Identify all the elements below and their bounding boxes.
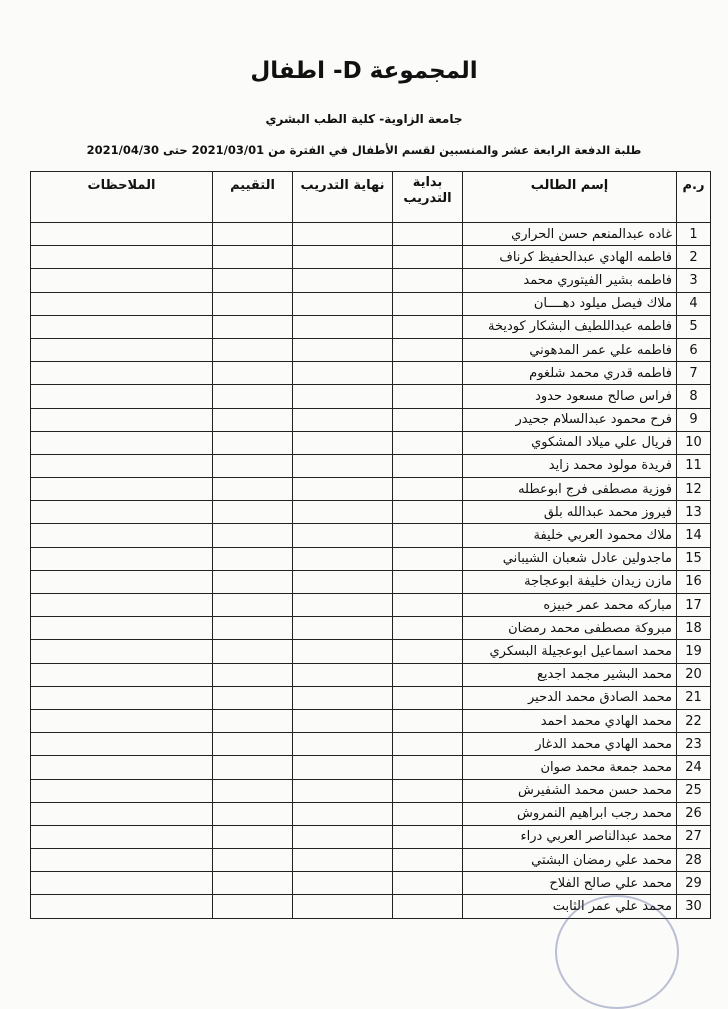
student-name: محمد الصادق محمد الدحير (463, 686, 677, 709)
table-row (31, 362, 711, 385)
grade-cell (213, 292, 293, 315)
training-end-cell (293, 223, 393, 246)
student-name: فاطمه عبداللطيف البشكار كوديخة (463, 315, 677, 338)
row-number: 21 (677, 686, 711, 709)
training-start-cell (393, 686, 463, 709)
table-row (31, 872, 711, 895)
student-name: محمد البشير مجمد اجديع (463, 663, 677, 686)
student-name: محمد جمعة محمد صوان (463, 756, 677, 779)
table-row (31, 501, 711, 524)
table-row (31, 570, 711, 593)
notes-cell (31, 594, 213, 617)
row-number: 10 (677, 431, 711, 454)
table-row (31, 547, 711, 570)
notes-cell (31, 454, 213, 477)
training-end-cell (293, 895, 393, 918)
notes-cell (31, 246, 213, 269)
row-number: 23 (677, 733, 711, 756)
grade-cell (213, 686, 293, 709)
notes-cell (31, 617, 213, 640)
grade-cell (213, 756, 293, 779)
table-row (31, 663, 711, 686)
table-row (31, 733, 711, 756)
grade-cell (213, 872, 293, 895)
row-number: 7 (677, 362, 711, 385)
row-number: 2 (677, 246, 711, 269)
training-start-cell (393, 269, 463, 292)
student-name: ملاك محمود العربي خليفة (463, 524, 677, 547)
student-roster-table (30, 171, 711, 919)
student-name: محمد علي صالح الفلاح (463, 872, 677, 895)
grade-cell (213, 802, 293, 825)
grade-cell (213, 617, 293, 640)
table-header-row (31, 172, 711, 223)
student-name: فاطمه بشير الفيتوري محمد (463, 269, 677, 292)
row-number: 18 (677, 617, 711, 640)
header-training-start-line2: التدريب (403, 191, 452, 206)
training-start-cell (393, 385, 463, 408)
training-end-cell (293, 269, 393, 292)
student-name: فيروز محمد عبدالله بلق (463, 501, 677, 524)
table-row (31, 802, 711, 825)
student-name: فريال علي ميلاد المشكوي (463, 431, 677, 454)
notes-cell (31, 663, 213, 686)
training-start-cell (393, 825, 463, 848)
table-row (31, 617, 711, 640)
training-end-cell (293, 408, 393, 431)
grade-cell (213, 640, 293, 663)
training-start-cell (393, 547, 463, 570)
header-notes: الملاحظات (31, 172, 213, 223)
table-row (31, 825, 711, 848)
training-end-cell (293, 686, 393, 709)
training-end-cell (293, 524, 393, 547)
header-training-start (393, 172, 463, 223)
row-number: 27 (677, 825, 711, 848)
row-number: 8 (677, 385, 711, 408)
table-row (31, 292, 711, 315)
notes-cell (31, 385, 213, 408)
student-name: فرح محمود عبدالسلام جحيدر (463, 408, 677, 431)
training-end-cell (293, 825, 393, 848)
grade-cell (213, 385, 293, 408)
training-end-cell (293, 362, 393, 385)
table-row (31, 385, 711, 408)
header-training-end: نهاية التدريب (293, 172, 393, 223)
row-number: 12 (677, 478, 711, 501)
training-start-cell (393, 501, 463, 524)
notes-cell (31, 223, 213, 246)
student-name: فوزية مصطفى فرج ابوعطله (463, 478, 677, 501)
row-number: 4 (677, 292, 711, 315)
training-end-cell (293, 594, 393, 617)
table-row (31, 478, 711, 501)
table-row (31, 454, 711, 477)
notes-cell (31, 292, 213, 315)
notes-cell (31, 709, 213, 732)
grade-cell (213, 478, 293, 501)
row-number: 5 (677, 315, 711, 338)
training-end-cell (293, 756, 393, 779)
notes-cell (31, 733, 213, 756)
notes-cell (31, 849, 213, 872)
grade-cell (213, 570, 293, 593)
grade-cell (213, 709, 293, 732)
student-name: محمد الهادي محمد الدغار (463, 733, 677, 756)
training-end-cell (293, 570, 393, 593)
training-start-cell (393, 872, 463, 895)
notes-cell (31, 408, 213, 431)
university-subtitle: جامعة الزاوية- كلية الطب البشري (265, 112, 463, 126)
row-number: 6 (677, 338, 711, 361)
notes-cell (31, 686, 213, 709)
training-start-cell (393, 895, 463, 918)
grade-cell (213, 501, 293, 524)
training-start-cell (393, 338, 463, 361)
table-row (31, 524, 711, 547)
row-number: 16 (677, 570, 711, 593)
grade-cell (213, 362, 293, 385)
table-row (31, 849, 711, 872)
student-name: محمد الهادي محمد احمد (463, 709, 677, 732)
row-number: 20 (677, 663, 711, 686)
training-end-cell (293, 385, 393, 408)
notes-cell (31, 895, 213, 918)
training-end-cell (293, 315, 393, 338)
notes-cell (31, 547, 213, 570)
table-row (31, 686, 711, 709)
grade-cell (213, 315, 293, 338)
table-row (31, 640, 711, 663)
training-start-cell (393, 617, 463, 640)
row-number: 24 (677, 756, 711, 779)
grade-cell (213, 338, 293, 361)
table-row (31, 709, 711, 732)
training-start-cell (393, 292, 463, 315)
student-name: محمد عبدالناصر العربي دراء (463, 825, 677, 848)
student-name: ماجدولين عادل شعبان الشيباني (463, 547, 677, 570)
grade-cell (213, 408, 293, 431)
student-name: محمد حسن محمد الشفيرش (463, 779, 677, 802)
grade-cell (213, 849, 293, 872)
student-name: فراس صالح مسعود حدود (463, 385, 677, 408)
row-number: 3 (677, 269, 711, 292)
training-end-cell (293, 640, 393, 663)
row-number: 22 (677, 709, 711, 732)
grade-cell (213, 547, 293, 570)
notes-cell (31, 501, 213, 524)
notes-cell (31, 338, 213, 361)
training-start-cell (393, 454, 463, 477)
notes-cell (31, 779, 213, 802)
training-start-cell (393, 478, 463, 501)
grade-cell (213, 524, 293, 547)
notes-cell (31, 431, 213, 454)
training-start-cell (393, 802, 463, 825)
grade-cell (213, 895, 293, 918)
row-number: 1 (677, 223, 711, 246)
notes-cell (31, 269, 213, 292)
training-start-cell (393, 570, 463, 593)
grade-cell (213, 663, 293, 686)
table-row (31, 315, 711, 338)
row-number: 14 (677, 524, 711, 547)
student-name: فريدة مولود محمد زايد (463, 454, 677, 477)
training-start-cell (393, 362, 463, 385)
training-end-cell (293, 338, 393, 361)
student-name: محمد علي رمضان البشتي (463, 849, 677, 872)
period-description: طلبة الدفعة الرابعة عشر والمنسبين لقسم الأطفال في الفترة من 2021/03/01 حتى 2021/04/30 (86, 143, 642, 157)
notes-cell (31, 756, 213, 779)
grade-cell (213, 246, 293, 269)
row-number: 19 (677, 640, 711, 663)
table-row (31, 756, 711, 779)
training-start-cell (393, 849, 463, 872)
student-name: مازن زيدان خليفة ابوعجاجة (463, 570, 677, 593)
table-row (31, 269, 711, 292)
training-end-cell (293, 454, 393, 477)
grade-cell (213, 223, 293, 246)
training-start-cell (393, 408, 463, 431)
grade-cell (213, 825, 293, 848)
notes-cell (31, 524, 213, 547)
student-name: مباركه محمد عمر خبيزه (463, 594, 677, 617)
row-number: 30 (677, 895, 711, 918)
grade-cell (213, 733, 293, 756)
training-end-cell (293, 802, 393, 825)
table-row (31, 223, 711, 246)
training-end-cell (293, 478, 393, 501)
student-name: مبروكة مصطفى محمد رمضان (463, 617, 677, 640)
training-start-cell (393, 756, 463, 779)
table-row (31, 338, 711, 361)
training-start-cell (393, 431, 463, 454)
training-start-cell (393, 594, 463, 617)
row-number: 26 (677, 802, 711, 825)
notes-cell (31, 825, 213, 848)
table-row (31, 246, 711, 269)
student-name: فاطمه علي عمر المدهوني (463, 338, 677, 361)
table-row (31, 779, 711, 802)
training-end-cell (293, 547, 393, 570)
student-name: فاطمه قدري محمد شلغوم (463, 362, 677, 385)
training-start-cell (393, 246, 463, 269)
student-name: غاده عبدالمنعم حسن الحراري (463, 223, 677, 246)
row-number: 9 (677, 408, 711, 431)
table-row (31, 594, 711, 617)
faculty-stamp (555, 895, 679, 1009)
grade-cell (213, 594, 293, 617)
training-start-cell (393, 640, 463, 663)
training-start-cell (393, 709, 463, 732)
training-start-cell (393, 663, 463, 686)
row-number: 29 (677, 872, 711, 895)
row-number: 17 (677, 594, 711, 617)
table-body (31, 223, 711, 919)
document-title: المجموعة D- اطفال (250, 58, 478, 84)
training-end-cell (293, 501, 393, 524)
header-grade: التقييم (213, 172, 293, 223)
notes-cell (31, 872, 213, 895)
training-end-cell (293, 709, 393, 732)
notes-cell (31, 570, 213, 593)
grade-cell (213, 269, 293, 292)
row-number: 25 (677, 779, 711, 802)
training-start-cell (393, 733, 463, 756)
notes-cell (31, 362, 213, 385)
training-end-cell (293, 292, 393, 315)
table-row (31, 408, 711, 431)
notes-cell (31, 315, 213, 338)
grade-cell (213, 454, 293, 477)
row-number: 15 (677, 547, 711, 570)
header-student-name: إسم الطالب (463, 172, 677, 223)
training-end-cell (293, 779, 393, 802)
training-end-cell (293, 872, 393, 895)
training-end-cell (293, 849, 393, 872)
training-end-cell (293, 246, 393, 269)
grade-cell (213, 431, 293, 454)
training-start-cell (393, 779, 463, 802)
student-name: محمد رجب ابراهيم النمروش (463, 802, 677, 825)
training-end-cell (293, 663, 393, 686)
training-start-cell (393, 524, 463, 547)
notes-cell (31, 478, 213, 501)
notes-cell (31, 640, 213, 663)
student-name: محمد علي عمر الثابت (463, 895, 677, 918)
training-start-cell (393, 315, 463, 338)
row-number: 11 (677, 454, 711, 477)
training-end-cell (293, 617, 393, 640)
row-number: 28 (677, 849, 711, 872)
student-name: ملاك فيصل ميلود دهــــان (463, 292, 677, 315)
training-start-cell (393, 223, 463, 246)
header-training-start-line1: بداية (412, 175, 443, 190)
training-end-cell (293, 733, 393, 756)
notes-cell (31, 802, 213, 825)
table-row (31, 431, 711, 454)
row-number: 13 (677, 501, 711, 524)
training-end-cell (293, 431, 393, 454)
grade-cell (213, 779, 293, 802)
student-name: فاطمه الهادي عبدالحفيظ كرناف (463, 246, 677, 269)
student-name: محمد اسماعيل ابوعجيلة البسكري (463, 640, 677, 663)
header-number: ر.م (677, 172, 711, 223)
